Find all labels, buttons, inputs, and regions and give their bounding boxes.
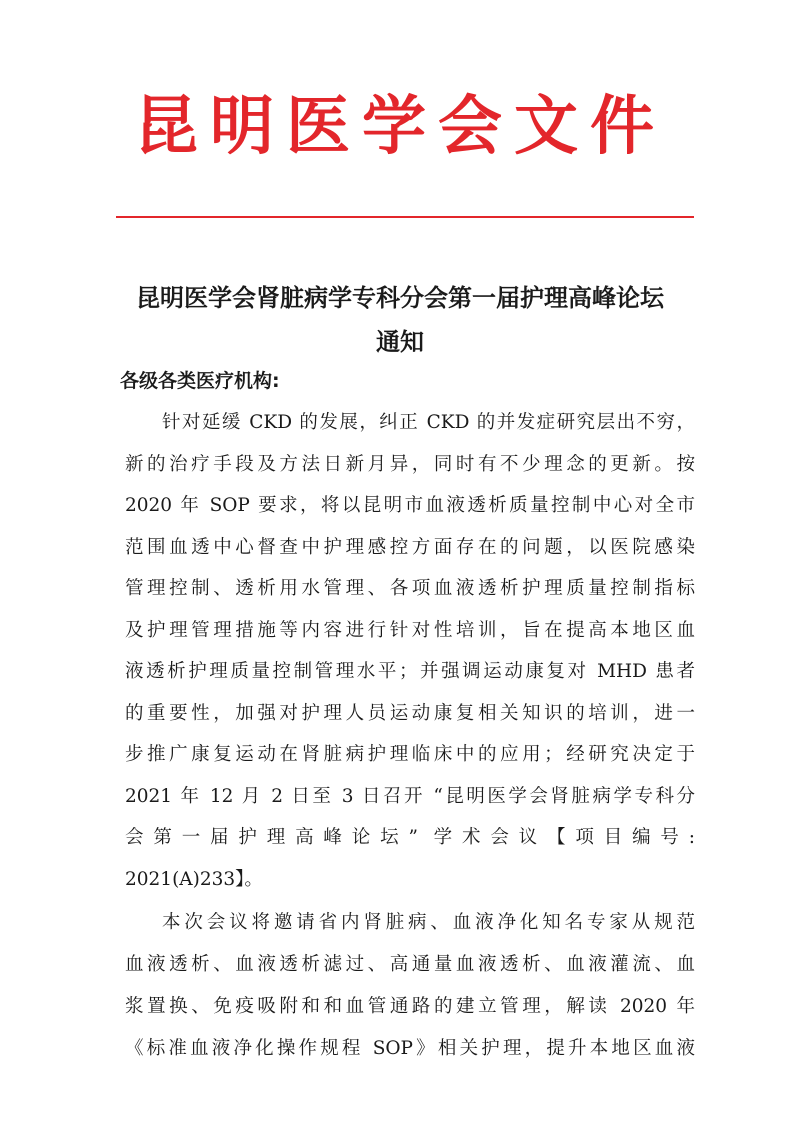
body-line: 范围血透中心督查中护理感控方面存在的问题，以医院感染 [125,537,695,558]
body-line: 2020 年 SOP 要求，将以昆明市血液透析质量控制中心对全市 [125,495,695,516]
notice-title: 昆明医学会肾脏病学专科分会第一届护理高峰论坛 [136,284,664,312]
red-divider-line [116,216,694,218]
document-masthead: 昆明医学会文件 [134,90,666,164]
body-line: 《标准血液净化操作规程 SOP》相关护理，提升本地区血液 [125,1038,695,1059]
body-line: 血液透析、血液透析滤过、高通量血液透析、血液灌流、血 [125,954,695,975]
body-line: 2021(A)233】。 [125,869,263,890]
body-line: 管理控制、透析用水管理、各项血液透析护理质量控制指标 [125,578,695,599]
body-line: 会第一届护理高峰论坛” 学术会议【项目编号: [125,827,695,848]
body-line: 步推广康复运动在肾脏病护理临床中的应用；经研究决定于 [125,744,695,765]
body-line: 的重要性，加强对护理人员运动康复相关知识的培训，进一 [125,703,695,724]
body-line: 针对延缓 CKD 的发展，纠正 CKD 的并发症研究层出不穷， [162,412,695,433]
salutation: 各级各类医疗机构: [120,370,280,392]
body-line: 本次会议将邀请省内肾脏病、血液净化知名专家从规范 [162,912,695,933]
body-line: 及护理管理措施等内容进行针对性培训，旨在提高本地区血 [125,620,695,641]
notice-title-suffix: 通知 [376,328,424,356]
body-line: 液透析护理质量控制管理水平；并强调运动康复对 MHD 患者 [125,661,695,682]
body-line: 2021 年 12 月 2 日至 3 日召开 “昆明医学会肾脏病学专科分 [125,786,695,807]
body-line: 浆置换、免疫吸附和和血管通路的建立管理，解读 2020 年 [125,996,695,1017]
body-line: 新的治疗手段及方法日新月异，同时有不少理念的更新。按 [125,454,695,475]
